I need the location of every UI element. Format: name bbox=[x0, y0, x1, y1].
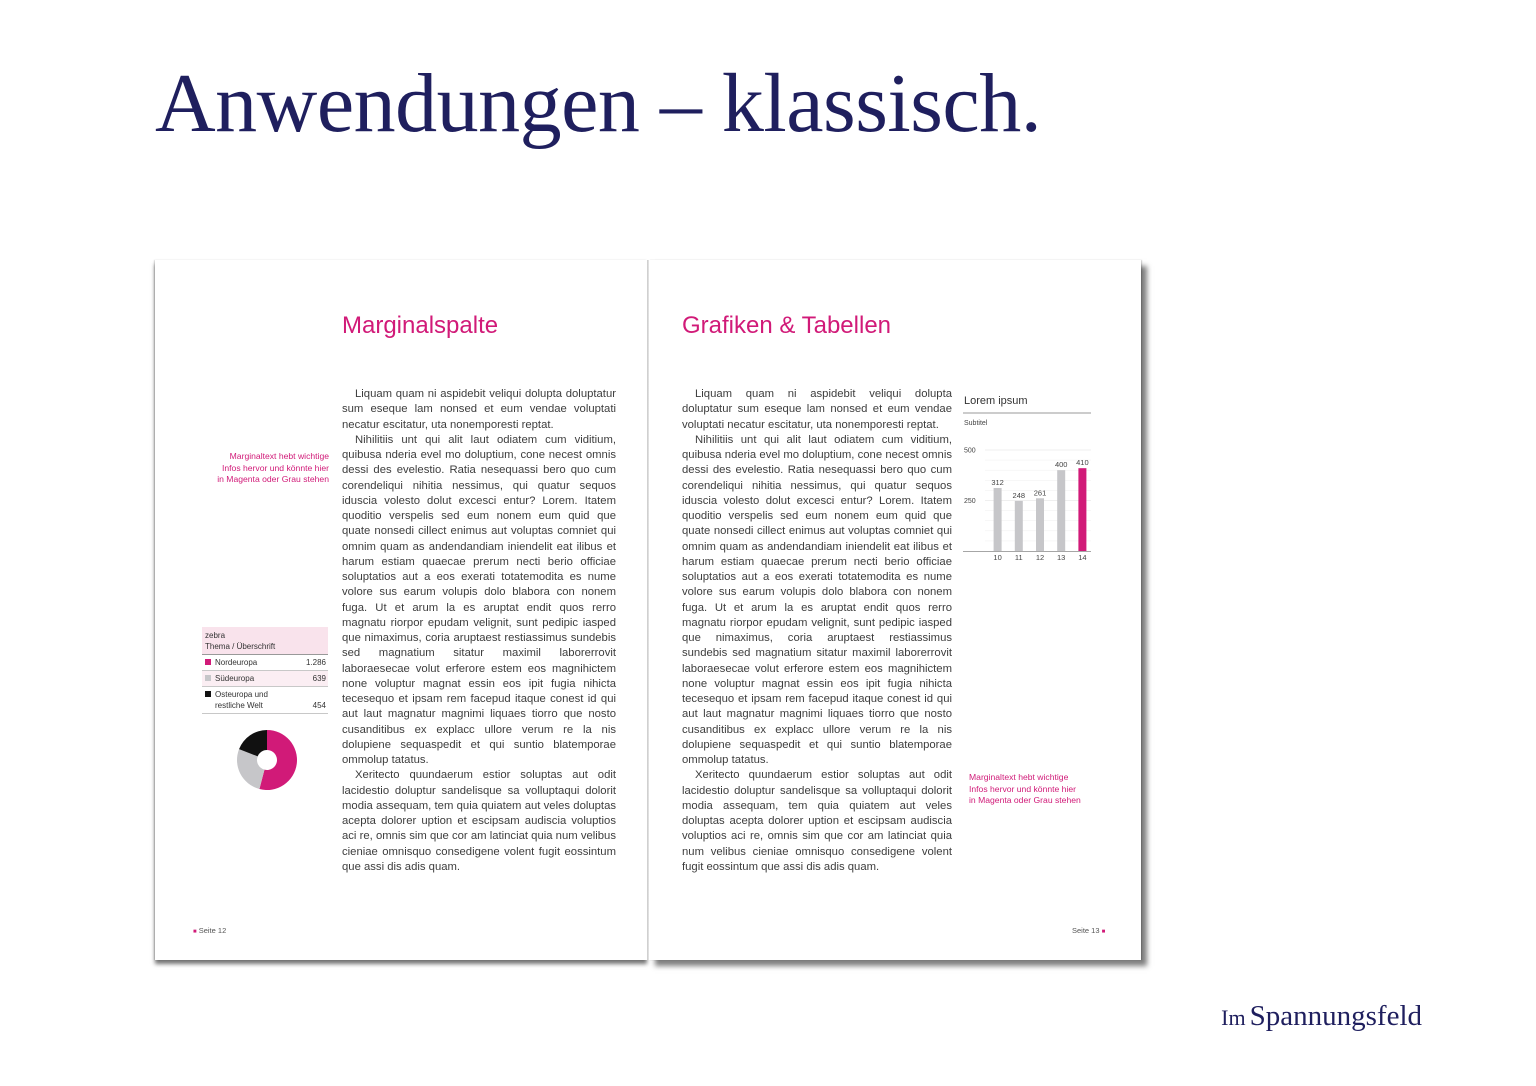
bar bbox=[1078, 468, 1086, 551]
page-number-text: Seite 13 bbox=[1072, 926, 1100, 935]
body-paragraph: Xeritecto quundaerum estior soluptas aut odit lacidestio doluptur sandelisque sa volluptaqui dolorit modia assequam, tem quia quiatem aut veles doluptas acepta dolorer uption et escipsam audiscia voluptios aci re, omnis sim que cor am latinciat quia num velibus cieniae omnisquo consedigene volent fugit eossintum que assi dis adis quam. bbox=[342, 769, 616, 873]
x-tick-label: 10 bbox=[993, 553, 1002, 562]
margin-note-line: Marginaltext hebt wichtige bbox=[969, 772, 1069, 782]
table-subtitle: Thema / Überschrift bbox=[205, 642, 276, 651]
x-tick-label: 13 bbox=[1057, 553, 1066, 562]
row-label: restliche Welt bbox=[215, 701, 263, 710]
body-paragraph: Nihilitiis unt qui alit laut odiatem cum viditium, quibusa nderia evel mo doluptium, cone necest omnis dessi des evelestio. Ratia nesequassi bero quo cum corendeliqui nihitia nessimus, qui quatur sequos iduscia volesto dolut excesci entur? Lorem. Itatem quoditio verspelis sed eum nonem eum quid que quate nonsedi cillect enimus aut voluptas comniet qui omnim quam as andendandiam iniendelit eat ilibus et harum estiam quaecae prerum necti berio officiae soluptatios aut a eos exerati totatemodita es nume volore sus earum volupis dolo blabora con nonem fuga. Ut et arum la es aruptat endit quos rerro magnatu riorpor epudam velignit, sunt pedipic iasped que nimaximus, coria aruptaest restiassimus sundebis sed magnatium sitatur maximil laborerrovit laboraesecae volut erferore estem eos magnihictem none voluptur magnat essin eos ipit fugia nihicta tecesequo et ipsam rem facepud itaque conest id qui aut laut magnatur magnimi liquaes tiorro que nosto cusanditibus ex explacc ullore verum re la nis dolupiene sequaspedit et qui suntio blatemporae ommolup tatatus. bbox=[342, 433, 616, 766]
y-tick-label: 250 bbox=[964, 498, 976, 505]
bar-value-label: 248 bbox=[1012, 490, 1026, 500]
left-page bbox=[155, 260, 647, 960]
chart-x-ticks bbox=[993, 553, 1086, 562]
body-paragraph: Xeritecto quundaerum estior soluptas aut odit lacidestio doluptur sandelisque sa volluptaqui dolorit modia assequam, tem quia quiatem aut veles doluptas acepta dolorer uption et escipsam audiscia voluptios aci re, omnis sim que cor am latinciat quia num velibus cieniae omnisquo consedigene volent fugit eossintum que assi dis adis quam. bbox=[682, 769, 952, 873]
chart-y-ticks bbox=[964, 448, 976, 506]
page-number-text: Seite 12 bbox=[198, 926, 227, 935]
row-label: Südeuropa bbox=[215, 674, 255, 683]
right-page bbox=[649, 260, 1141, 960]
left-page-number bbox=[193, 926, 226, 935]
bar bbox=[1057, 470, 1065, 551]
footer-brand bbox=[1221, 1000, 1422, 1033]
table-row bbox=[202, 687, 328, 714]
slide-title: Anwendungen – klassisch. bbox=[155, 57, 1042, 150]
row-label: Nordeuropa bbox=[215, 658, 258, 667]
right-body-text bbox=[682, 387, 952, 875]
bar bbox=[1015, 501, 1023, 551]
y-tick-label: 500 bbox=[964, 447, 976, 455]
zebra-table bbox=[202, 627, 328, 714]
donut-slice bbox=[237, 749, 264, 789]
page-marker-icon: ■ bbox=[1101, 929, 1106, 935]
row-value: 454 bbox=[312, 701, 326, 710]
table-header bbox=[202, 627, 328, 655]
x-tick-label: 11 bbox=[1014, 553, 1023, 562]
margin-note-line: Infos hervor und könnte hier bbox=[221, 462, 329, 473]
x-tick-label: 14 bbox=[1078, 553, 1087, 562]
legend-swatch-magenta bbox=[205, 659, 211, 665]
margin-note-line: in Magenta oder Grau stehen bbox=[217, 474, 329, 484]
legend-swatch-grey bbox=[205, 675, 211, 681]
bar bbox=[994, 488, 1002, 551]
page-marker-icon: ■ bbox=[193, 929, 197, 935]
right-page-number bbox=[1072, 926, 1105, 935]
table-title: zebra bbox=[205, 631, 226, 640]
right-page-heading: Grafiken & Tabellen bbox=[682, 312, 892, 339]
row-value: 1.286 bbox=[305, 658, 326, 667]
bar-chart bbox=[963, 392, 1095, 564]
magazine-spread bbox=[155, 260, 1143, 960]
row-value: 639 bbox=[312, 674, 326, 683]
body-paragraph: Liquam quam ni aspidebit veliqui dolupta doluptatur sum eseque lam nonsed et eum vendae voluptati necatur escitatur, uta nonemporesti reptat. bbox=[342, 388, 616, 431]
margin-note-line: Infos hervor und könnte hier bbox=[969, 783, 1077, 794]
chart-value-labels bbox=[991, 458, 1088, 500]
table-row bbox=[202, 671, 328, 687]
body-paragraph: Liquam quam ni aspidebit veliqui dolupta doluptatur sum eseque lam nonsed et eum vendae voluptati necatur escitatur, uta nonemporesti reptat. bbox=[682, 388, 952, 431]
left-body-text bbox=[342, 387, 616, 875]
bar-value-label: 261 bbox=[1033, 488, 1047, 498]
bar-value-label: 312 bbox=[991, 477, 1004, 487]
margin-note-line: Marginaltext hebt wichtige bbox=[229, 451, 329, 461]
bar-value-label: 410 bbox=[1076, 458, 1089, 468]
donut-chart bbox=[236, 729, 298, 791]
chart-subtitle: Subtitel bbox=[964, 420, 988, 427]
chart-title: Lorem ipsum bbox=[964, 395, 1028, 407]
margin-note-line: in Magenta oder Grau stehen bbox=[969, 795, 1081, 805]
bar-value-label: 400 bbox=[1054, 460, 1068, 470]
footer-brand-name: Spannungsfeld bbox=[1249, 1000, 1422, 1032]
footer-brand-prefix: Im bbox=[1221, 1005, 1246, 1030]
x-tick-label: 12 bbox=[1035, 553, 1045, 562]
row-label: Osteuropa und bbox=[215, 690, 268, 699]
bar bbox=[1036, 498, 1044, 551]
legend-swatch-black bbox=[205, 691, 211, 697]
left-margin-note bbox=[217, 451, 329, 486]
chart-grid bbox=[963, 447, 1091, 552]
body-paragraph: Nihilitiis unt qui alit laut odiatem cum viditium, quibusa nderia evel mo doluptium, cone necest omnis dessi des evelestio. Ratia nesequassi bero quo cum corendeliqui nihitia nessimus, qui quatur sequos iduscia volesto dolut excesci entur? Lorem. Itatem quoditio verspelis sed eum nonem eum quid que quate nonsedi cillect enimus aut voluptas comniet qui omnim quam as andendandiam iniendelit eat ilibus et harum estiam quaecae prerum necti berio officiae soluptatios aut a eos exerati totatemodita es nume volore sus earum volupis dolo blabora con nonem fuga. Ut et arum la es aruptat endit quos rerro magnatu riorpor epudam velignit, sunt pedipic iasped que nimaximus, coria aruptaest restiassimus sundebis sed magnatium sitatur maximil laborerrovit laboraesecae volut erferore estem eos magnihictem none voluptur magnat essin eos ipit fugia nihicta tecesequo et ipsam rem facepud itaque conest id qui aut laut magnatur magnimi liquaes tiorro que nosto cusanditibus ex explacc ullore verum re la nis dolupiene sequaspedit et qui suntio blatemporae ommolup tatatus. bbox=[682, 433, 952, 766]
table-row bbox=[202, 655, 328, 671]
right-margin-note bbox=[969, 772, 1081, 807]
left-page-heading: Marginalspalte bbox=[342, 312, 499, 339]
chart-bars bbox=[994, 468, 1087, 551]
